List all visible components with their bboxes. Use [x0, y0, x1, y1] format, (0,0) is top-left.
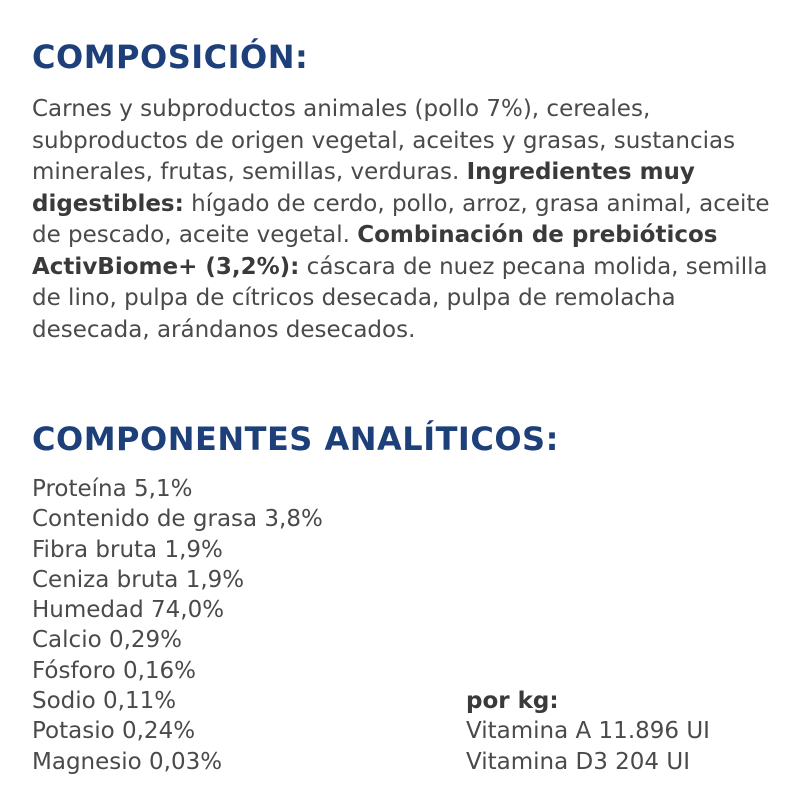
- analytics-item: Potasio 0,24%: [32, 718, 196, 745]
- analytics-item: Fósforo 0,16%: [32, 657, 197, 684]
- per-kg-item: Vitamina D3 204 UI: [466, 748, 690, 775]
- composition-segment-plain: Carnes y subproductos animales (pollo 7%), cereales, subproductos de origen vegetal, aceites y grasas, sustancias minerales, frutas, semillas, verduras.: [32, 96, 736, 185]
- per-kg-list: [466, 716, 710, 777]
- composition-segment-plain: cáscara de nuez pecana molida, semilla de lino, pulpa de cítricos desecada, pulpa de remolacha desecada, arándanos desecados.: [32, 253, 768, 343]
- analytics-item: Ceniza bruta 1,9%: [32, 566, 245, 593]
- analytics-item: Calcio 0,29%: [32, 627, 183, 654]
- per-kg-item: Vitamina A 11.896 UI: [466, 718, 710, 745]
- analytics-list: [32, 474, 323, 777]
- composition-segment-bold: Combinación de prebióticos ActivBiome+ (3,2%):: [32, 222, 718, 280]
- analytics-item: Sodio 0,11%: [32, 688, 177, 715]
- composition-text: [32, 94, 782, 346]
- analytics-item: Proteína 5,1%: [32, 476, 193, 502]
- analytics-item: Magnesio 0,03%: [32, 748, 223, 775]
- analytics-item: Fibra bruta 1,9%: [32, 536, 223, 563]
- per-kg-section: [466, 686, 710, 777]
- analytics-item: Humedad 74,0%: [32, 597, 225, 624]
- composition-segment-plain: hígado de cerdo, pollo, arroz, grasa animal, aceite de pescado, aceite vegetal.: [32, 190, 770, 248]
- analytics-heading: COMPONENTES ANALÍTICOS:: [32, 420, 559, 458]
- analytics-item: Contenido de grasa 3,8%: [32, 506, 323, 533]
- composition-segment-bold: Ingredientes muy digestibles:: [32, 159, 695, 217]
- composition-heading: COMPOSICIÓN:: [32, 38, 309, 76]
- per-kg-title: por kg:: [466, 688, 559, 714]
